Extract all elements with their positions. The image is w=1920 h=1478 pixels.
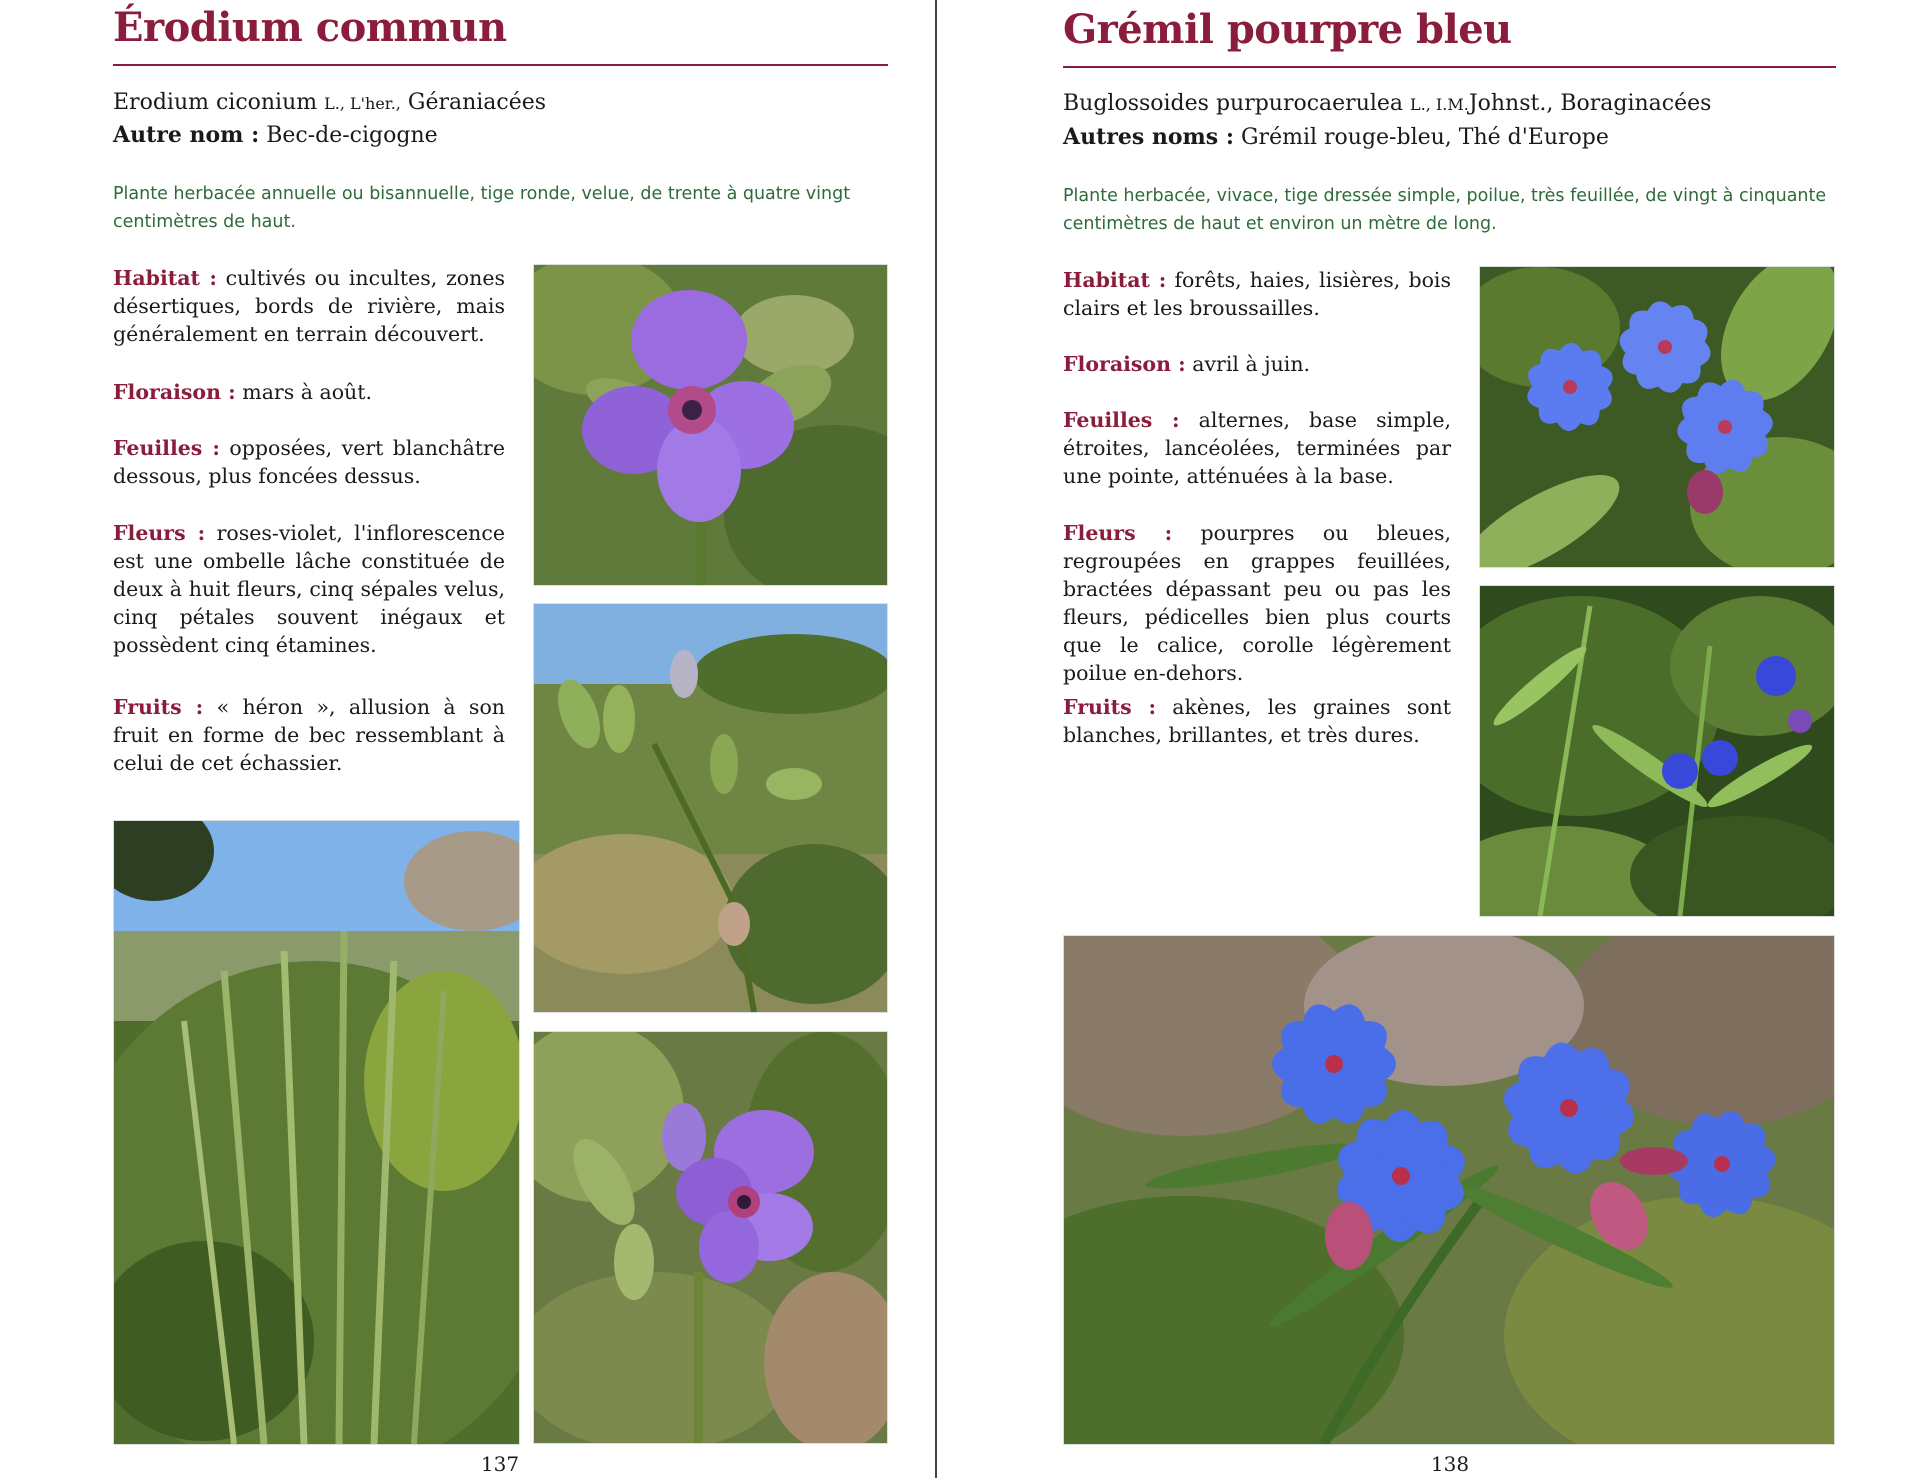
section-fleurs (113, 519, 505, 659)
section-floraison (113, 378, 505, 406)
photo-gremil-flowers (1479, 266, 1835, 568)
family: Boraginacées (1560, 91, 1712, 116)
photo-erodium-flower-2 (533, 1031, 888, 1444)
alt-name-value: Bec-de-cigogne (266, 123, 438, 148)
section-fruits (1063, 693, 1451, 749)
alt-name-line (113, 122, 438, 148)
photo-erodium-fruits (533, 603, 888, 1013)
photo-gremil-closeup (1063, 935, 1835, 1445)
section-text: akènes, les graines sont blanches, brillantes, et très dures. (1063, 695, 1451, 747)
page-number: 137 (480, 1452, 520, 1476)
alt-name-label: Autre nom : (113, 122, 260, 148)
section-floraison (1063, 350, 1451, 378)
page-divider (935, 0, 937, 1478)
section-text: « héron », allusion à son fruit en forme de bec ressemblant à celui de cet échassier. (113, 695, 505, 775)
latin-name-line (1063, 91, 1711, 116)
alt-name-label: Autres noms : (1063, 124, 1234, 150)
section-label: Habitat : (1063, 268, 1167, 292)
title-rule (1063, 66, 1836, 68)
section-feuilles (1063, 406, 1451, 490)
page-title: Grémil pourpre bleu (1063, 6, 1512, 53)
section-text: opposées, vert blanchâtre dessous, plus foncées dessus. (113, 436, 505, 488)
alt-name-line (1063, 124, 1609, 150)
intro-text: Plante herbacée, vivace, tige dressée simple, poilue, très feuillée, de vingt à cinquante centimètres de haut et environ un mètre de long. (1063, 186, 1827, 234)
section-text: forêts, haies, lisières, bois clairs et les broussailles. (1063, 268, 1451, 320)
section-fleurs (1063, 519, 1451, 687)
section-feuilles (113, 434, 505, 490)
section-label: Fruits : (113, 695, 204, 719)
section-fruits (113, 693, 505, 777)
section-text: roses-violet, l'inflorescence est une ombelle lâche constituée de deux à huit fleurs, cinq sépales velus, cinq pétales souvent inégaux et possèdent cinq étamines. (113, 521, 505, 657)
section-text: cultivés ou incultes, zones désertiques, bords de rivière, mais généralement en terrain découvert. (113, 266, 505, 346)
section-label: Floraison : (113, 380, 236, 404)
section-label: Feuilles : (113, 436, 220, 460)
section-label: Floraison : (1063, 352, 1186, 376)
page-number: 138 (1430, 1452, 1470, 1476)
section-text: avril à juin. (1192, 352, 1311, 376)
authority-2: Johnst., (1468, 91, 1554, 116)
page-title: Érodium commun (113, 4, 507, 51)
latin-name: Erodium ciconium (113, 90, 318, 115)
alt-name-value: Grémil rouge-bleu, Thé d'Europe (1240, 125, 1609, 150)
section-label: Feuilles : (1063, 408, 1180, 432)
section-label: Habitat : (113, 266, 217, 290)
photo-erodium-flower (533, 264, 888, 586)
photo-erodium-plant (113, 820, 520, 1445)
authority: L., L'her., (324, 94, 401, 113)
intro-text: Plante herbacée annuelle ou bisannuelle, tige ronde, velue, de trente à quatre vingt centimètres de haut. (113, 184, 851, 232)
title-rule (113, 64, 888, 66)
section-habitat (1063, 266, 1451, 322)
page-left (0, 0, 959, 1478)
section-label: Fleurs : (1063, 521, 1173, 545)
section-label: Fruits : (1063, 695, 1157, 719)
latin-name-line (113, 90, 546, 115)
section-label: Fleurs : (113, 521, 206, 545)
photo-gremil-plant (1479, 585, 1835, 917)
latin-name: Buglossoides purpurocaerulea (1063, 91, 1404, 116)
section-text: pourpres ou bleues, regroupées en grappes feuillées, bractées dépassant peu ou pas les fleurs, pédicelles bien plus courts que le calice, corolle légèrement poilue en-dehors. (1063, 521, 1451, 685)
page-right (960, 0, 1919, 1478)
authority: L., I.M. (1410, 95, 1469, 114)
family: Géraniacées (407, 90, 547, 115)
section-text: mars à août. (242, 380, 373, 404)
section-text: alternes, base simple, étroites, lancéolées, terminées par une pointe, atténuées à la base. (1063, 408, 1451, 488)
section-habitat (113, 264, 505, 348)
